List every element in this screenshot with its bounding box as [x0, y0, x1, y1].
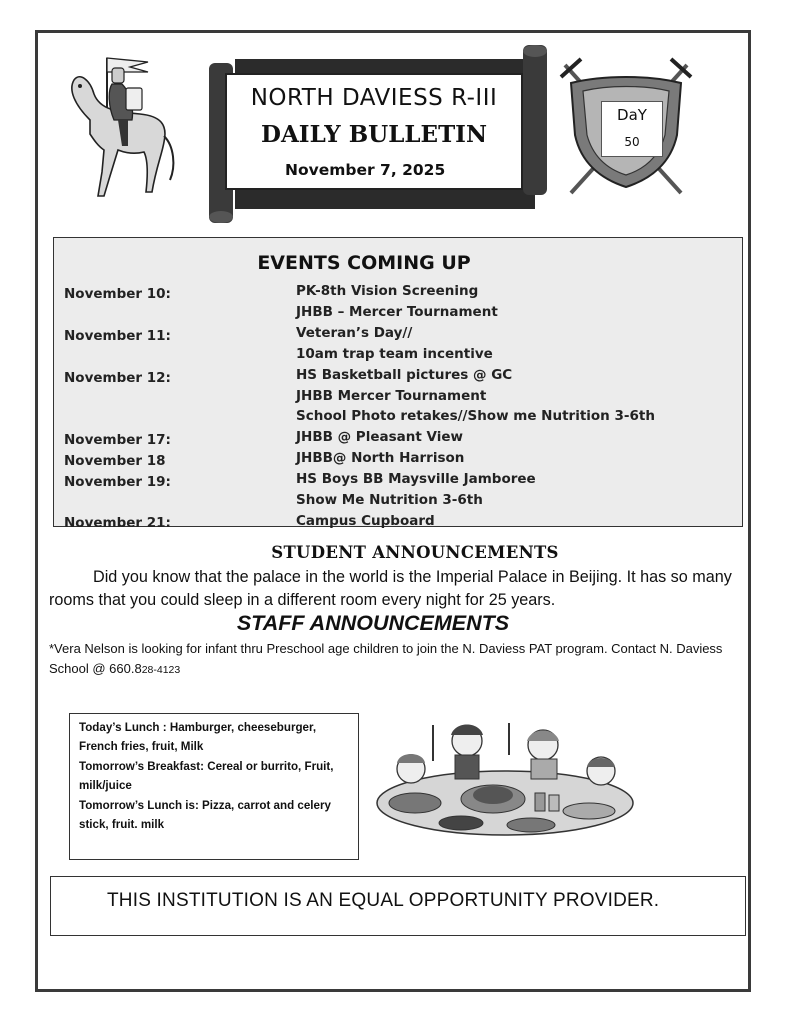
event-item: JHBB Mercer Tournament [296, 388, 487, 404]
equal-opportunity-statement: THIS INSTITUTION IS AN EQUAL OPPORTUNITY PROVIDER. [107, 890, 660, 911]
event-item: HS Basketball pictures @ GC [296, 367, 513, 383]
event-item: 10am trap team incentive [296, 346, 493, 362]
kids-eating-illustration [375, 715, 635, 840]
event-date: November 10: [64, 286, 171, 302]
event-item: PK-8th Vision Screening [296, 283, 479, 299]
event-item: JHBB – Mercer Tournament [296, 304, 498, 320]
events-section [53, 237, 743, 531]
event-date: November 12: [64, 370, 171, 386]
school-name: NORTH DAVIESS R-III [250, 85, 498, 111]
staff-announcement-text [49, 639, 749, 680]
lunch-line: milk/juice [79, 779, 132, 793]
event-item: Campus Cupboard [296, 513, 435, 529]
event-item: Veteran’s Day// [296, 325, 413, 341]
bulletin-title: DAILY BULLETIN [261, 121, 487, 148]
equal-opportunity-box [50, 876, 746, 936]
events-title: EVENTS COMING UP [257, 252, 471, 274]
header-title-box [225, 73, 523, 190]
event-item: Show Me Nutrition 3-6th [296, 492, 483, 508]
event-item: School Photo retakes//Show me Nutrition 3-6th [296, 408, 655, 424]
day-label: DaY [617, 106, 647, 124]
event-date: November 17: [64, 432, 171, 448]
staff-announcements-title: STAFF ANNOUNCEMENTS [236, 611, 510, 635]
lunch-menu-text [79, 718, 349, 834]
lunch-line: Tomorrow’s Lunch is: Pizza, carrot and celery [79, 798, 331, 812]
event-date: November 19: [64, 474, 171, 490]
bulletin-date: November 7, 2025 [285, 161, 446, 179]
event-date: November 11: [64, 328, 171, 344]
staff-announcement-main: *Vera Nelson is looking for infant thru Preschool age children to join the N. Daviess PAT program. Contact N. Daviess School @ 660.8 [49, 641, 723, 676]
event-item: JHBB@ North Harrison [296, 450, 465, 466]
student-announcement-text: Did you know that the palace in the world is the Imperial Palace in Beijing. It has so many rooms that you could sleep in a different room every night for 25 years. [49, 568, 732, 609]
lunch-line: stick, fruit. milk [79, 818, 165, 832]
day-counter-box [601, 101, 663, 157]
event-date: November 21: [64, 515, 171, 531]
lunch-menu-box [69, 713, 359, 860]
lunch-line: Today’s Lunch : Hamburger, cheeseburger, [79, 721, 317, 734]
lunch-line: Tomorrow’s Breakfast: Cereal or burrito, Fruit, [79, 759, 334, 773]
event-item: JHBB @ Pleasant View [296, 429, 463, 445]
staff-phone-suffix: 28-4123 [141, 664, 181, 676]
student-announcements-title: STUDENT ANNOUNCEMENTS [271, 543, 559, 562]
event-item: HS Boys BB Maysville Jamboree [296, 471, 536, 487]
event-date: November 18 [64, 453, 166, 469]
day-number: 50 [624, 135, 640, 149]
lunch-line: French fries, fruit, Milk [79, 740, 204, 754]
knight-illustration [60, 50, 178, 200]
